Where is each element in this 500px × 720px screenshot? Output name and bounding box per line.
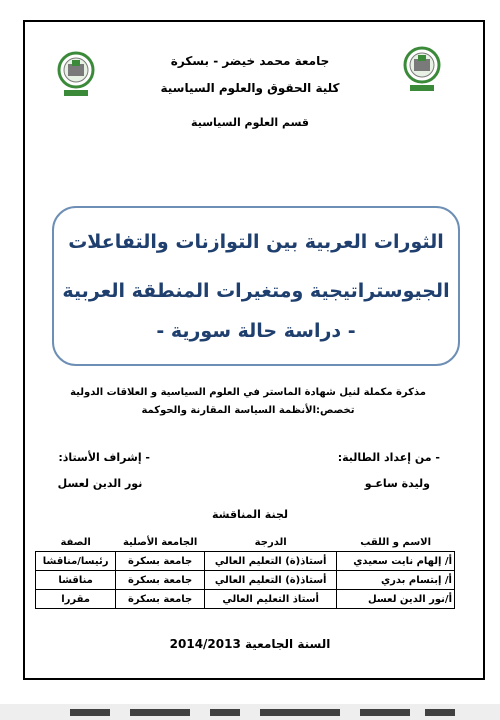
member-rank: أستاذ(ة) التعليم العالي — [205, 571, 337, 590]
department-name: قسم العلوم السياسية — [191, 116, 309, 129]
academic-year: السنة الجامعية 2014/2013 — [169, 637, 331, 651]
table-row — [36, 552, 455, 571]
supervisor-name: نور الدين لعسل — [57, 477, 143, 490]
table-header-row — [36, 533, 455, 552]
title-box — [52, 206, 460, 366]
member-rank: أستاذ(ة) التعليم العالي — [205, 552, 337, 571]
member-university: جامعة بسكرة — [116, 571, 205, 590]
university-logo-icon — [54, 50, 98, 102]
member-role: مناقشا — [36, 571, 116, 590]
member-name: أ/ إلهام نايت سعيدي — [337, 552, 455, 571]
column-header: الدرجة — [205, 533, 337, 552]
column-header: الجامعة الأصلية — [116, 533, 205, 552]
committee-title: لجنة المناقشة — [211, 508, 288, 521]
member-university: جامعة بسكرة — [116, 590, 205, 609]
prepared-by-label: - من إعداد الطالبة: — [337, 451, 440, 464]
thesis-title-line-2: الجيوستراتيجية ومتغيرات المنطقة العربية — [62, 280, 450, 302]
cropped-next-page-strip — [0, 704, 500, 720]
thesis-title-line-1: الثورات العربية بين التوازنات والتفاعلات — [68, 231, 444, 253]
memo-specialty: تخصص:الأنظمة السياسة المقارنة والحوكمة — [141, 405, 355, 416]
member-role: مقررا — [36, 590, 116, 609]
university-name: جامعة محمد خيضر - بسكرة — [170, 54, 330, 68]
faculty-name: كلية الحقوق والعلوم السياسية — [160, 81, 340, 95]
university-logo-icon — [400, 45, 444, 97]
column-header: الصفة — [36, 533, 116, 552]
table-row — [36, 590, 455, 609]
member-rank: أستاذ التعليم العالي — [205, 590, 337, 609]
thesis-subtitle: - دراسة حالة سورية - — [156, 320, 356, 342]
supervisor-label: - إشراف الأستاذ: — [58, 451, 150, 464]
student-name: وليدة ساعـو — [364, 477, 430, 490]
memo-degree: مذكرة مكملة لنيل شهادة الماستر في العلوم السياسية و العلاقات الدولية — [70, 387, 426, 398]
committee-table — [35, 533, 455, 609]
member-name: أ/ إبتسام بدري — [337, 571, 455, 590]
column-header: الاسم و اللقب — [337, 533, 455, 552]
table-row — [36, 571, 455, 590]
member-university: جامعة بسكرة — [116, 552, 205, 571]
member-role: رئيسا/مناقشا — [36, 552, 116, 571]
member-name: أ/نور الدين لعسل — [337, 590, 455, 609]
